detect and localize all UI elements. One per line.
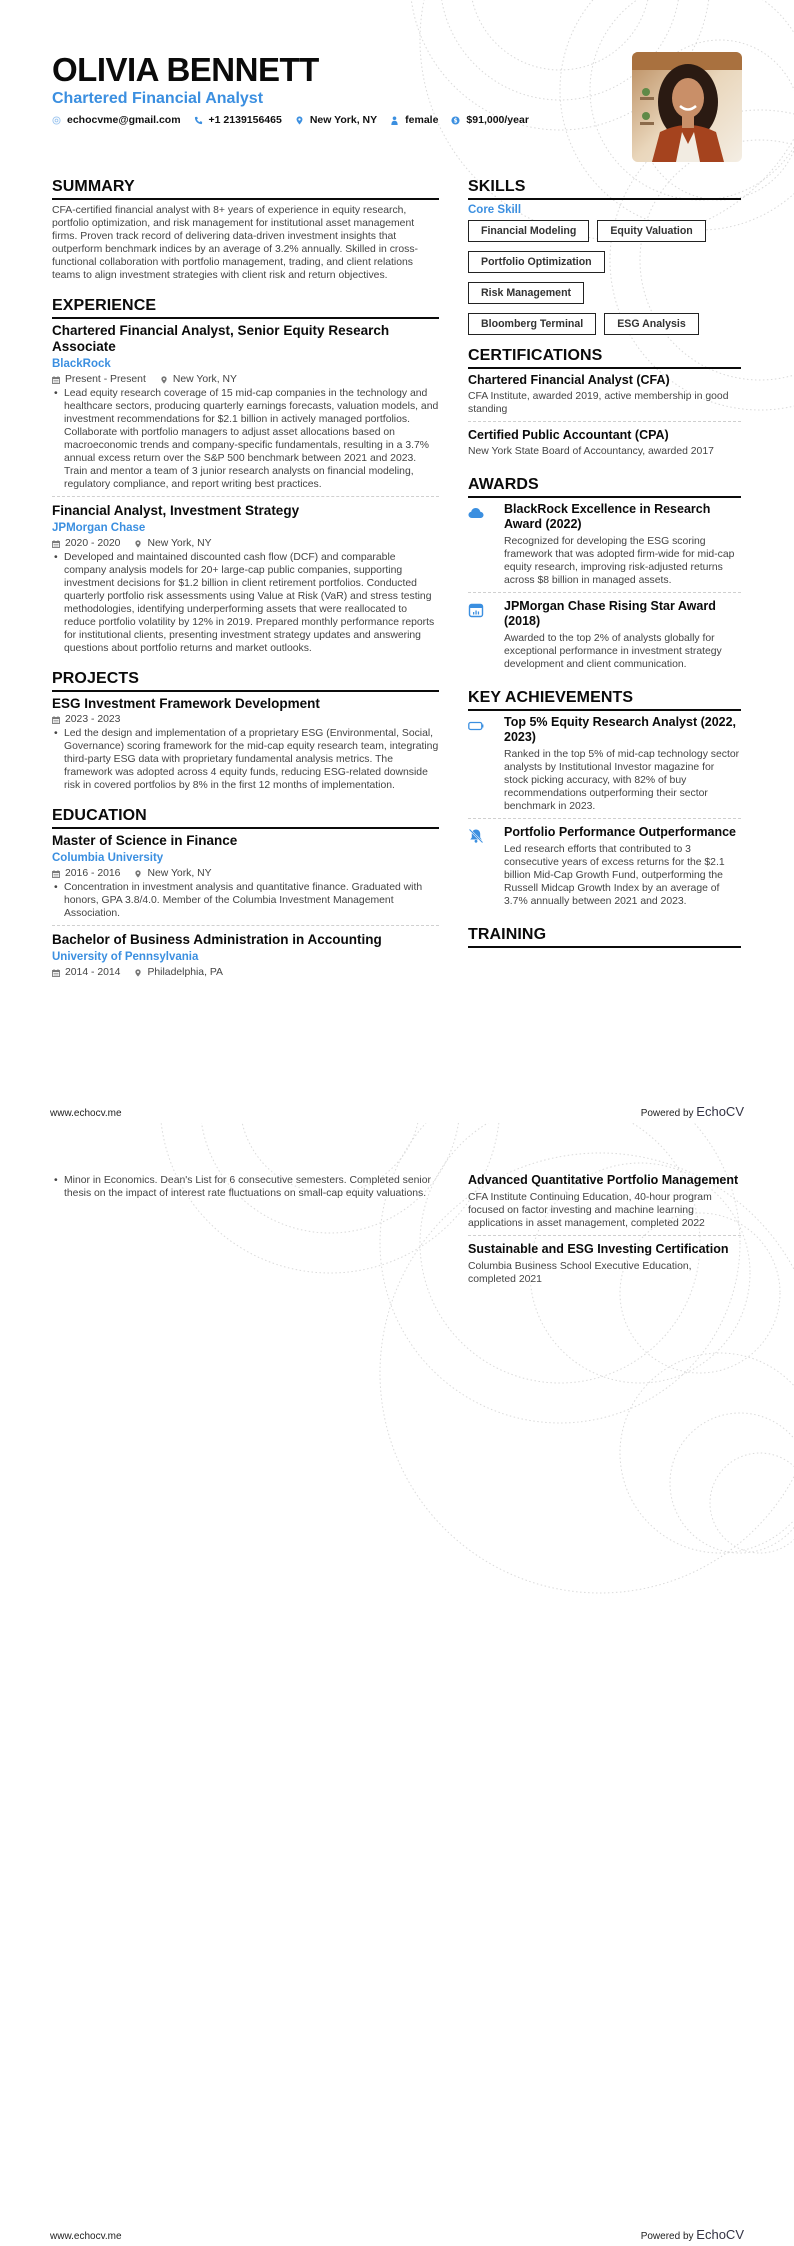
footer-powered [641,1104,744,1119]
location-pin-icon [134,969,142,977]
job-title: Financial Analyst, Investment Strategy [52,503,300,518]
location-pin-icon [134,540,142,548]
battery-icon [468,718,484,734]
degree-title: Master of Science in Finance [52,833,238,848]
email-value: echocvme@gmail.com [67,114,181,126]
project-item [52,696,439,792]
location-pin-icon [295,116,304,125]
phone-value: +1 2139156465 [208,114,282,126]
project-meta [52,713,439,726]
summary-text: CFA-certified financial analyst with 8+ years of experience in equity research, portfolio optimization, and risk management for institutional asset management firms. Proven track record of delivering data-driven investment insights that outperform benchmark indices by an average of 3.2% annually. Skilled in cross-functional collaboration with portfolio management, trading, and client relations teams to align investment strategies with client risk and return objectives. [52,205,418,281]
training-item [468,1173,741,1230]
skill-tag: Bloomberg Terminal [468,313,596,335]
contact-email[interactable] [52,114,181,126]
salary-value: $91,000/year [466,114,529,126]
person-icon [390,116,399,125]
achievements-section [468,689,741,908]
education-dates: 2016 - 2016 [65,868,121,879]
award-item [468,599,741,671]
left-column-continued [52,1173,439,1200]
contact-gender [390,114,438,126]
achievement-desc: Led research efforts that contributed to 3 consecutive years of excess returns for the $2.1 billion Mid-Cap Growth Fund, outperforming the Russell Midcap Growth Index by an average of 3.7% annually between 2021 and 2023. [504,844,725,907]
skills-heading: SKILLS [468,178,741,200]
page-footer [50,1104,744,1119]
location-pin-icon [134,870,142,878]
at-icon [52,116,61,125]
project-dates: 2023 - 2023 [65,714,121,725]
award-item [468,502,741,587]
job-location: New York, NY [172,374,237,385]
right-column [468,178,741,952]
brand-name[interactable]: EchoCV [696,2227,744,2242]
skill-tags [468,220,741,344]
achievement-desc: Ranked in the top 5% of mid-cap technology sector analysts by Institutional Investor magazine for stock picking accuracy, with 82% of buy recommendations outperforming their sector benchmark in 2023. [504,749,740,812]
certifications-heading: CERTIFICATIONS [468,347,741,369]
award-title: BlackRock Excellence in Research Award (2022) [504,502,711,531]
item-divider [52,496,439,497]
footer-url[interactable]: www.echocv.me [50,1108,122,1119]
resume-page-2 [0,1123,794,2246]
skill-tag: Financial Modeling [468,220,589,242]
job-title: Chartered Financial Analyst, Senior Equity Research Associate [52,323,390,354]
achievement-title: Top 5% Equity Research Analyst (2022, 2023) [504,715,737,744]
achievements-heading: KEY ACHIEVEMENTS [468,689,741,711]
job-bullet: • Developed and maintained discounted cash flow (DCF) and comparable company analysis models for 20+ large-cap public companies, supporting investment decisions for $1.2 billion in client retirement portfolios. Conducted quarterly portfolio risk assessments using Value at Risk (VaR) and stress testing methodologies, identifying underperforming assets that were reallocated to reduce portfolio volatility by 12% in 2019. Prepared monthly performance reports for institutional clients, presenting investment strategy updates and answering questions about portfolio returns and market outlooks. [52,551,439,655]
footer-url[interactable]: www.echocv.me [50,2231,122,2242]
certification-desc: CFA Institute, awarded 2019, active membership in good standing [468,391,729,415]
experience-item [52,323,439,491]
location-pin-icon [160,376,168,384]
education-bullet: • Concentration in investment analysis and quantitative finance. Graduated with honors, GPA 3.8/4.0. Member of the Columbia Investment Management Association. [52,881,439,920]
award-title: JPMorgan Chase Rising Star Award (2018) [504,599,716,628]
skills-section [468,178,741,344]
certification-title: Chartered Financial Analyst (CFA) [468,373,670,387]
skill-tag: Equity Valuation [597,220,705,242]
company-name: BlackRock [52,358,111,370]
profile-photo-image [632,52,742,162]
training-section [468,926,741,948]
training-item [468,1242,741,1286]
skill-tag: Portfolio Optimization [468,251,605,273]
item-divider [468,818,741,819]
brand-name[interactable]: EchoCV [696,1104,744,1119]
summary-heading: SUMMARY [52,178,439,200]
calendar-icon [52,870,60,878]
projects-section [52,670,439,792]
phone-icon [194,116,203,125]
award-desc: Awarded to the top 2% of analysts globally for exceptional performance in investment strategy development and client communication. [504,633,722,670]
calendar-icon [52,540,60,548]
bell-off-icon [468,828,484,844]
training-title: Sustainable and ESG Investing Certification [468,1242,729,1256]
skill-tag: Risk Management [468,282,584,304]
experience-item [52,503,439,655]
location-value: New York, NY [309,114,378,126]
awards-section [468,476,741,671]
candidate-role: Chartered Financial Analyst [52,90,264,107]
candidate-name: OLIVIA BENNETT [52,51,319,88]
calendar-icon [52,376,60,384]
award-desc: Recognized for developing the ESG scoring framework that was adopted firm-wide for mid-cap equity research, improving risk-adjusted returns across $8 billion in managed assets. [504,536,735,586]
gender-value: female [405,114,439,126]
education-bullet: • Minor in Economics. Dean's List for 6 consecutive semesters. Completed senior thesis on the impact of interest rate fluctuations on small-cap equity valuations. [52,1174,439,1200]
job-dates: Present - Present [65,374,146,385]
contact-location [295,114,377,126]
achievement-item [468,825,741,908]
education-bullets [52,881,439,920]
left-column [52,178,439,979]
achievement-title: Portfolio Performance Outperformance [504,825,736,839]
certification-item [468,428,741,458]
education-heading: EDUCATION [52,807,439,829]
experience-section [52,297,439,655]
cloud-icon [468,505,484,521]
project-bullet: • Led the design and implementation of a proprietary ESG (Environmental, Social, Governance) scoring framework for the mid-cap equity research team, integrating third-party ESG data with proprietary fundamental analysis metrics. The framework was adopted across 4 equity funds, reducing ESG-related downside risk in covered portfolios by 8% in the first 12 months of implementation. [52,727,439,792]
page-footer [50,2227,744,2242]
summary-section [52,178,439,282]
education-meta [52,867,439,880]
training-desc: Columbia Business School Executive Education, completed 2021 [468,1261,692,1285]
education-location: New York, NY [147,868,212,879]
job-meta [52,373,439,386]
right-column-continued [468,1173,741,1286]
powered-by-label: Powered by [640,2231,694,2242]
calendar-chart-icon [468,602,484,618]
certification-title: Certified Public Accountant (CPA) [468,428,669,442]
item-divider [468,1235,741,1236]
education-bullets [52,1174,439,1200]
education-item [52,932,439,979]
job-bullets [52,387,439,491]
job-meta [52,537,439,550]
education-meta [52,966,439,979]
contact-list [52,114,632,126]
item-divider [52,925,439,926]
profile-photo [632,52,742,162]
training-heading: TRAINING [468,926,741,948]
item-divider [468,421,741,422]
training-desc: CFA Institute Continuing Education, 40-hour program focused on factor investing and machine learning applications in asset management, completed 2022 [468,1192,712,1229]
job-location: New York, NY [147,538,212,549]
education-dates: 2014 - 2014 [65,967,121,978]
job-bullet: • Lead equity research coverage of 15 mid-cap companies in the technology and healthcare sectors, producing quarterly earnings forecasts, valuation models, and investment recommendations for $2.1 billion in actively managed portfolios. Collaborate with portfolio managers to adjust asset allocations based on macroeconomic trends and company-specific fundamentals, resulting in a 3.7% annual excess return over the S&P 500 benchmark between 2021 and 2023. Train and mentor a team of 3 junior research analysts on financial modeling, regulatory compliance, and report writing best practices. [52,387,439,491]
skill-tag: ESG Analysis [604,313,699,335]
calendar-icon [52,969,60,977]
powered-by-label: Powered by [640,1108,694,1119]
contact-salary [451,114,528,126]
footer-powered [641,2227,744,2242]
school-name: University of Pennsylvania [52,951,199,963]
resume-header [52,52,632,126]
certification-item [468,373,741,416]
salary-icon [451,116,460,125]
certifications-section [468,347,741,458]
education-section [52,807,439,979]
job-dates: 2020 - 2020 [65,538,121,549]
company-name: JPMorgan Chase [52,522,146,534]
item-divider [468,592,741,593]
calendar-icon [52,716,60,724]
skill-group-label: Core Skill [468,204,522,216]
training-title: Advanced Quantitative Portfolio Management [468,1173,739,1187]
school-name: Columbia University [52,852,164,864]
svg-text:$: $ [453,118,458,125]
achievement-item [468,715,741,813]
experience-heading: EXPERIENCE [52,297,439,319]
education-item [52,833,439,920]
education-location: Philadelphia, PA [147,967,223,978]
project-title: ESG Investment Framework Development [52,696,320,711]
projects-heading: PROJECTS [52,670,439,692]
awards-heading: AWARDS [468,476,741,498]
contact-phone[interactable] [194,114,282,126]
degree-title: Bachelor of Business Administration in Accounting [52,932,382,947]
job-bullets [52,551,439,655]
project-bullets [52,727,439,792]
certification-desc: New York State Board of Accountancy, awarded 2017 [468,446,714,457]
